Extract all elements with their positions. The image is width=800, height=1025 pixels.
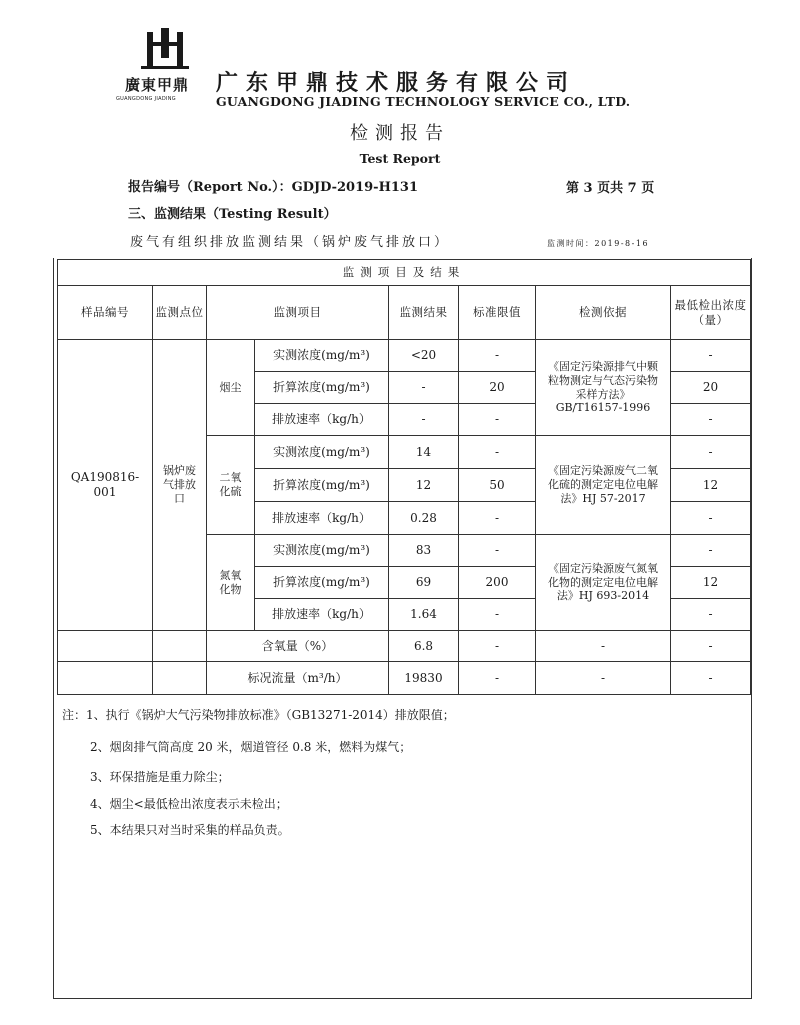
monitor-point-cell: 锅炉废气排放口 [153,340,207,631]
empty-cell [153,631,207,662]
report-number: 报告编号（Report No.）：GDJD-2019-H131 [128,180,418,195]
limit-cell: 50 [459,469,536,502]
logo-text-cn: 廣東甲鼎 [125,76,190,94]
group-name-cell: 氮氧化物 [207,535,255,631]
report-title-en: Test Report [359,151,441,166]
note-item: 2、烟囱排气筒高度 20 米，烟道管径 0.8 米，燃料为煤气； [90,740,412,754]
header-row [58,286,751,340]
group-name-cell: 烟尘 [207,340,255,436]
limit-cell: - [459,502,536,535]
item-cell: 折算浓度(mg/m³) [255,469,389,502]
basis-cell: - [536,662,671,695]
limit-cell: - [459,404,536,436]
mdl-cell: - [671,502,751,535]
limit-cell: 20 [459,372,536,404]
limit-cell: - [459,436,536,469]
result-cell: - [389,372,459,404]
result-cell: <20 [389,340,459,372]
limit-cell: - [459,599,536,631]
results-table [57,259,751,695]
header-sample: 样品编号 [58,286,153,340]
result-cell: 0.28 [389,502,459,535]
company-logo-icon [141,28,189,72]
monitor-time: 监测时间：2019-8-16 [547,239,650,248]
note-item: 5、本结果只对当时采集的样品负责。 [90,823,290,837]
basis-cell: 《固定污染源废气氮氧化物的测定定电位电解法》HJ 693-2014 [536,535,671,631]
mdl-cell: 20 [671,372,751,404]
result-cell: 1.64 [389,599,459,631]
result-cell: 69 [389,567,459,599]
limit-cell: - [459,631,536,662]
logo-text-en: GUANGDONG JIADING [116,96,176,102]
item-cell: 排放速率（kg/h） [255,599,389,631]
mdl-cell: 12 [671,469,751,502]
limit-cell: - [459,340,536,372]
basis-cell: 《固定污染源排气中颗粒物测定与气态污染物采样方法》GB/T16157-1996 [536,340,671,436]
table-caption: 监测项目及结果 [58,260,751,286]
result-cell: 14 [389,436,459,469]
result-cell: 6.8 [389,631,459,662]
limit-cell: 200 [459,567,536,599]
empty-cell [153,662,207,695]
item-cell: 含氧量（%） [207,631,389,662]
item-cell: 折算浓度(mg/m³) [255,567,389,599]
basis-cell: - [536,631,671,662]
table-row [58,631,751,662]
group-name-cell: 二氧化硫 [207,436,255,535]
mdl-cell: - [671,436,751,469]
item-cell: 实测浓度(mg/m³) [255,535,389,567]
item-cell: 排放速率（kg/h） [255,404,389,436]
mdl-cell: - [671,662,751,695]
result-cell: 83 [389,535,459,567]
empty-cell [58,662,153,695]
note-item: 4、烟尘<最低检出浓度表示未检出； [90,797,288,811]
company-name-en: GUANGDONG JIADING TECHNOLOGY SERVICE CO., LTD. [216,94,631,109]
table-row [58,340,751,372]
limit-cell: - [459,535,536,567]
limit-cell: - [459,662,536,695]
header-result: 监测结果 [389,286,459,340]
result-cell: 12 [389,469,459,502]
item-cell: 排放速率（kg/h） [255,502,389,535]
mdl-cell: - [671,535,751,567]
mdl-cell: - [671,404,751,436]
item-cell: 实测浓度(mg/m³) [255,340,389,372]
mdl-cell: - [671,631,751,662]
note-item: 注：1、执行《锅炉大气污染物排放标准》（GB13271-2014）排放限值； [62,708,455,722]
empty-cell [58,631,153,662]
note-item: 3、环保措施是重力除尘； [90,770,230,784]
table-row [58,662,751,695]
section-title: 三、监测结果（Testing Result） [128,207,337,222]
header-item: 监测项目 [207,286,389,340]
header-basis: 检测依据 [536,286,671,340]
mdl-cell: - [671,340,751,372]
report-title-cn: 检测报告 [350,123,450,144]
sample-id-cell: QA190816-001 [58,340,153,631]
table-title: 废气有组织排放监测结果（锅炉废气排放口） [130,235,451,250]
item-cell: 实测浓度(mg/m³) [255,436,389,469]
mdl-cell: 12 [671,567,751,599]
caption-row [58,260,751,286]
item-cell: 标况流量（m³/h） [207,662,389,695]
header-limit: 标准限值 [459,286,536,340]
mdl-cell: - [671,599,751,631]
company-name-cn: 广东甲鼎技术服务有限公司 [216,71,577,96]
basis-cell: 《固定污染源废气二氧化硫的测定定电位电解法》HJ 57-2017 [536,436,671,535]
page-indicator: 第 3 页共 7 页 [566,181,655,196]
header-point: 监测点位 [153,286,207,340]
result-cell: - [389,404,459,436]
header-mdl: 最低检出浓度（量） [671,286,751,340]
result-cell: 19830 [389,662,459,695]
item-cell: 折算浓度(mg/m³) [255,372,389,404]
